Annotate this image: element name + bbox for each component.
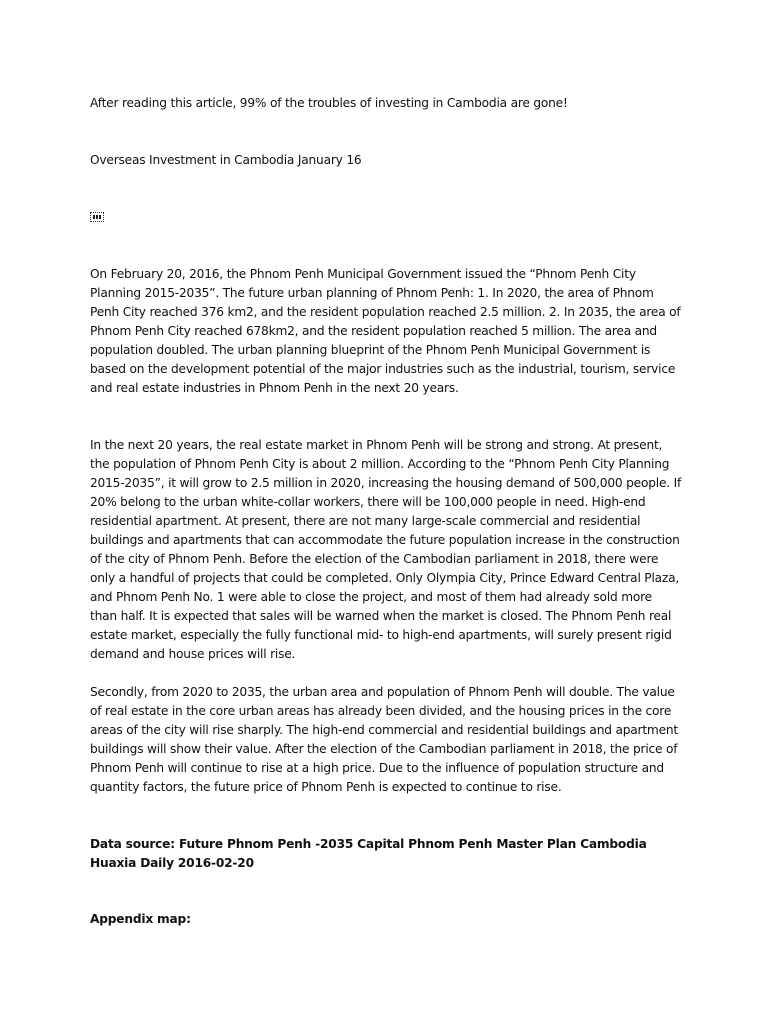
paragraph-3: Secondly, from 2020 to 2035, the urban area and population of Phnom Penh will double. The value of real estate in the core urban areas has already been divided, and the housing prices in the core areas of the city will rise sharply. The high-end commercial and residential buildings and apartment buildings will show their value. After the election of the Cambodian parliament in 2018, the price of Phnom Penh will continue to rise at a high price. Due to the influence of population structure and quantity factors, the future price of Phnom Penh is expected to continue to rise. bbox=[90, 685, 678, 794]
data-source: Data source: Future Phnom Penh -2035 Capital Phnom Penh Master Plan Cambodia Huaxia Daily 2016-02-20 bbox=[90, 837, 647, 870]
appendix-label: Appendix map: bbox=[90, 912, 191, 926]
paragraph-2: In the next 20 years, the real estate market in Phnom Penh will be strong and strong. At present, the population of Phnom Penh City is about 2 million. According to the “Phnom Penh City Planning 2015-2035”, it will grow to 2.5 million in 2020, increasing the housing demand of 500,000 people. If 20% belong to the urban white-collar workers, there will be 100,000 people in need. High-end residential apartment. At present, there are not many large-scale commercial and residential buildings and apartments that can accommodate the future population increase in the construction of the city of Phnom Penh. Before the election of the Cambodian parliament in 2018, there were only a handful of projects that could be completed. Only Olympia City, Prince Edward Central Plaza, and Phnom Penh No. 1 were able to close the project, and most of them had already sold more than half. It is expected that sales will be warned when the market is closed. The Phnom Penh real estate market, especially the fully functional mid- to high-end apartments, will surely present rigid demand and house prices will rise. bbox=[90, 438, 682, 661]
paragraph-1: On February 20, 2016, the Phnom Penh Municipal Government issued the “Phnom Penh City Planning 2015-2035”. The future urban planning of Phnom Penh: 1. In 2020, the area of Phnom Penh City reached 376 km2, and the resident population reached 2.5 million. 2. In 2035, the area of Phnom Penh City reached 678km2, and the resident population reached 5 million. The area and population doubled. The urban planning blueprint of the Phnom Penh Municipal Government is based on the development potential of the major industries such as the industrial, tourism, service and real estate industries in Phnom Penh in the next 20 years. bbox=[90, 267, 681, 395]
article-headline: After reading this article, 99% of the troubles of investing in Cambodia are gone! bbox=[90, 96, 568, 110]
broken-image-icon bbox=[90, 212, 104, 222]
article-byline: Overseas Investment in Cambodia January 16 bbox=[90, 153, 362, 167]
